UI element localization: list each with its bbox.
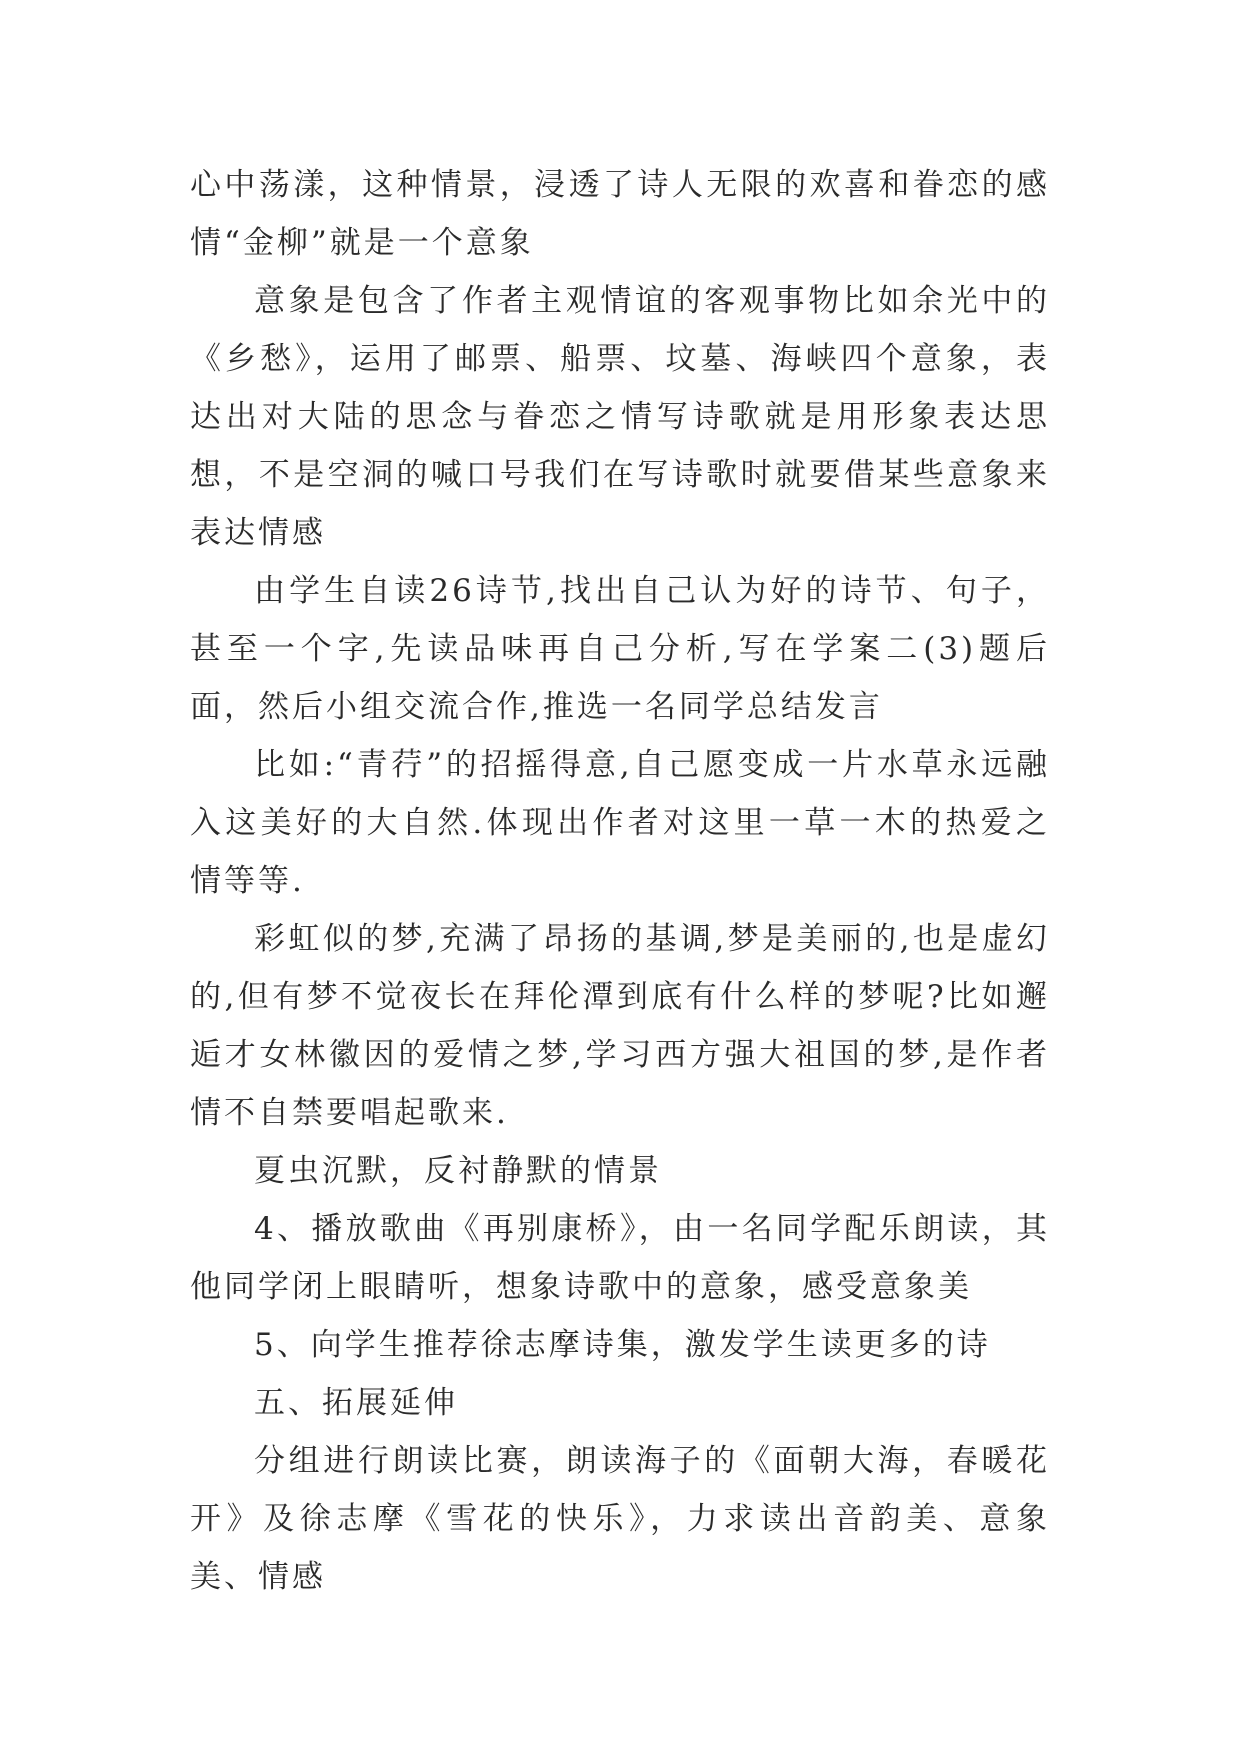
paragraph-1: 心中荡漾，这种情景，浸透了诗人无限的欢喜和眷恋的感情“金柳”就是一个意象 [190,167,1050,261]
paragraph-8: 5、向学生推荐徐志摩诗集，激发学生读更多的诗 [254,1327,991,1363]
section-heading: 五、拓展延伸 [254,1385,458,1421]
paragraph-2: 意象是包含了作者主观情谊的客观事物比如余光中的《乡愁》，运用了邮票、船票、坟墓、海峡四个意象，表达出对大陆的思念与眷恋之情写诗歌就是用形象表达思想，不是空洞的喊口号我们在写诗歌时就要借某些意象来表达情感 [190,283,1050,551]
paragraph-3: 由学生自读26诗节,找出自己认为好的诗节、句子，甚至一个字,先读品味再自己分析,写在学案二(3)题后面，然后小组交流合作,推选一名同学总结发言 [190,573,1050,725]
paragraph-10: 分组进行朗读比赛，朗读海子的《面朝大海，春暖花开》及徐志摩《雪花的快乐》，力求读出音韵美、意象美、情感 [190,1443,1050,1595]
body-text [190,156,1050,1606]
paragraph-5: 彩虹似的梦,充满了昂扬的基调,梦是美丽的,也是虚幻的,但有梦不觉夜长在拜伦潭到底有什么样的梦呢?比如邂逅才女林徽因的爱情之梦,学习西方强大祖国的梦,是作者情不自禁要唱起歌来. [190,921,1050,1131]
paragraph-7: 4、播放歌曲《再别康桥》，由一名同学配乐朗读，其他同学闭上眼睛听，想象诗歌中的意象，感受意象美 [190,1211,1050,1305]
paragraph-6: 夏虫沉默，反衬静默的情景 [254,1153,662,1189]
paragraph-4: 比如:“青荇”的招摇得意,自己愿变成一片水草永远融入这美好的大自然.体现出作者对这里一草一木的热爱之情等等. [190,747,1050,899]
